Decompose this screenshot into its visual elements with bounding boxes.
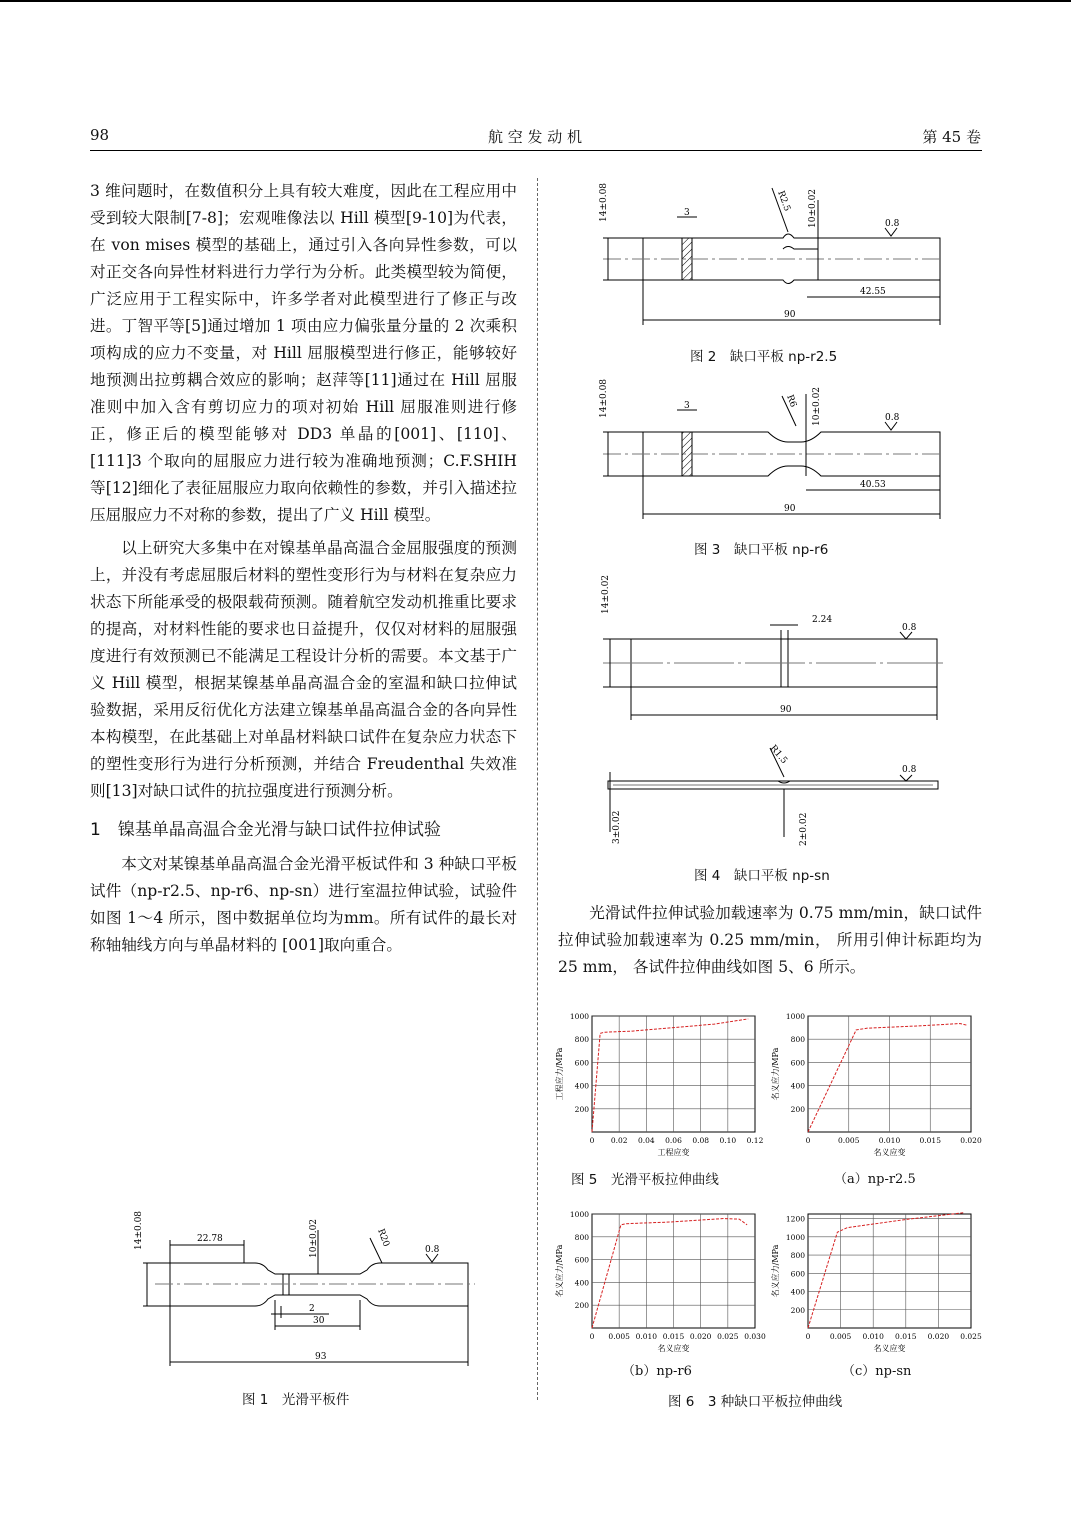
y-tick-label: 600 <box>574 1058 589 1068</box>
y-tick-label: 1000 <box>569 1012 589 1021</box>
top-rule <box>0 0 1071 2</box>
fig4-radius: R1.5 <box>767 743 789 767</box>
series-line <box>808 1213 964 1328</box>
body-paragraph: 3 维问题时，在数值积分上具有较大难度，因此在工程应用中受到较大限制[7-8]；宏观唯像法以 Hill 模型[9-10]为代表，在 von mises 模型的基础上，通过引入各向异性参数，可以对正交各向异性材料进行力学行为分析。此类模型较为简便，广泛应用于工程实际中，许多学者对此模型进行了修正与改进。丁智平等[5]通过增加 1 项由应力偏张量分量的 2 次乘积项构成的应力不变量，对 Hill 屈服模型进行修正，能够较好地预测出拉剪耦合效应的影响；赵萍等[11]通过在 Hill 屈服准则中加入含有剪切应力的项对初始 Hill 屈服准则进行修正，修正后的模型能够对 DD3 单晶的[001]、[110]、[111]3 个取向的屈服应力进行较为准确地预测；C.F.SHIH 等[12]细化了表征屈服应力取向依赖性的参数，并引入描述拉压屈服应力不对称的参数，提出了广义 Hill 模型。 <box>90 182 517 524</box>
y-tick-label: 1000 <box>569 1210 589 1219</box>
fig2-radius: R2.5 <box>775 189 792 213</box>
fig4-h-dim: 14±0.02 <box>601 574 611 614</box>
fig2-total: 90 <box>784 310 796 320</box>
x-tick-label: 0.015 <box>895 1332 917 1341</box>
fig3-total: 90 <box>784 504 796 514</box>
fig1-w-dim: 10±0.02 <box>309 1218 319 1258</box>
x-tick-label: 0.12 <box>746 1136 764 1145</box>
x-axis-label: 名义应变 <box>657 1344 690 1353</box>
figure-6a-chart <box>768 1010 983 1160</box>
figure-1-drawing <box>135 1210 495 1380</box>
fig2-rough: 0.8 <box>885 219 900 229</box>
figure-5-caption: 图 5 光滑平板拉伸曲线 <box>571 1172 719 1188</box>
x-tick-label: 0 <box>805 1136 811 1145</box>
fig2-right: 42.55 <box>860 287 886 297</box>
fig2-h-dim: 14±0.08 <box>599 182 609 222</box>
figure-4-drawing <box>598 572 948 852</box>
figure-6a-label: （a）np-r2.5 <box>834 1172 916 1187</box>
x-axis-label: 名义应变 <box>873 1148 906 1157</box>
y-tick-label: 400 <box>574 1081 589 1091</box>
fig3-slot: 3 <box>684 401 690 411</box>
y-tick-label: 800 <box>790 1251 805 1261</box>
x-tick-label: 0.04 <box>637 1136 655 1145</box>
journal-title: 航 空 发 动 机 <box>487 128 583 146</box>
fig1-total: 93 <box>315 1352 327 1362</box>
figure-3-caption: 图 3 缺口平板 np-r6 <box>694 542 829 558</box>
plot-frame <box>808 1214 971 1328</box>
fig1-rough: 0.8 <box>425 1245 440 1255</box>
x-tick-label: 0.015 <box>662 1332 685 1341</box>
figure-3-drawing <box>598 376 948 526</box>
x-tick-label: 0.010 <box>878 1136 901 1145</box>
fig4-rough2: 0.8 <box>902 765 917 775</box>
fig3-right: 40.53 <box>860 480 886 490</box>
y-axis-label: 名义应力/MPa <box>555 1244 564 1298</box>
y-tick-label: 400 <box>790 1287 805 1297</box>
x-tick-label: 0 <box>589 1136 595 1145</box>
fig1-gauge: 2 <box>309 1304 315 1314</box>
x-tick-label: 0.020 <box>960 1136 982 1145</box>
y-tick-label: 200 <box>574 1104 589 1114</box>
figure-4-caption: 图 4 缺口平板 np-sn <box>694 868 830 884</box>
left-column <box>90 178 517 959</box>
fig4-slot: 2.24 <box>812 615 833 625</box>
x-axis-label: 工程应变 <box>657 1148 690 1157</box>
x-tick-label: 0.10 <box>719 1136 737 1145</box>
x-tick-label: 0 <box>589 1332 595 1341</box>
fig4-total: 90 <box>780 705 792 715</box>
x-tick-label: 0.08 <box>692 1136 710 1145</box>
x-tick-label: 0.02 <box>610 1136 628 1145</box>
y-tick-label: 1000 <box>785 1012 805 1021</box>
fig4-thick2: 2±0.02 <box>799 812 809 846</box>
fig4-rough: 0.8 <box>902 623 917 633</box>
x-tick-label: 0.06 <box>665 1136 682 1145</box>
fig3-w-dim: 10±0.02 <box>812 386 822 426</box>
series-line <box>592 1019 748 1132</box>
fig4-thick: 3±0.02 <box>612 810 622 844</box>
y-tick-label: 800 <box>574 1232 589 1242</box>
y-tick-label: 600 <box>790 1269 805 1279</box>
y-axis-label: 工程应力/MPa <box>555 1047 564 1101</box>
figure-6b-label: （b）np-r6 <box>622 1364 692 1379</box>
figure-2-caption: 图 2 缺口平板 np-r2.5 <box>690 349 838 365</box>
y-tick-label: 1200 <box>785 1214 805 1224</box>
x-tick-label: 0.005 <box>608 1332 630 1341</box>
fig3-h-dim: 14±0.08 <box>599 378 609 418</box>
x-tick-label: 0.030 <box>744 1332 766 1341</box>
y-tick-label: 400 <box>790 1081 805 1091</box>
x-tick-label: 0.005 <box>838 1136 860 1145</box>
fig2-slot: 3 <box>684 208 690 218</box>
y-tick-label: 800 <box>790 1035 805 1045</box>
x-tick-label: 0.020 <box>927 1332 950 1341</box>
x-tick-label: 0.015 <box>919 1136 941 1145</box>
fig3-rough: 0.8 <box>885 413 900 423</box>
series-line <box>592 1219 747 1328</box>
x-tick-label: 0.025 <box>960 1332 982 1341</box>
figure-6c-chart <box>768 1208 983 1356</box>
y-tick-label: 200 <box>790 1104 805 1114</box>
body-paragraph: 光滑试件拉伸试验加载速率为 0.75 mm/min，缺口试件拉伸试验加载速率为 0.25 mm/min， 所用引伸计标距均为 25 mm， 各试件拉伸曲线如图 5、6 所示。 <box>558 904 982 976</box>
fig1-h-dim: 14±0.08 <box>134 1210 144 1250</box>
x-tick-label: 0.010 <box>862 1332 884 1341</box>
header-rule <box>90 150 982 151</box>
fig2-w-dim: 10±0.02 <box>808 188 818 228</box>
figure-6-caption: 图 6 3 种缺口平板拉伸曲线 <box>668 1394 843 1410</box>
series-line <box>808 1024 967 1132</box>
figure-5-chart <box>552 1010 767 1160</box>
figure-6c-label: （c）np-sn <box>842 1364 912 1379</box>
y-tick-label: 200 <box>574 1301 589 1311</box>
figure-6b-chart <box>552 1208 767 1356</box>
x-tick-label: 0 <box>805 1332 811 1341</box>
y-axis-label: 名义应力/MPa <box>771 1244 780 1298</box>
x-tick-label: 0.025 <box>717 1332 739 1341</box>
y-axis-label: 名义应力/MPa <box>771 1047 780 1101</box>
volume-label: 第 45 卷 <box>922 128 981 146</box>
column-separator <box>537 178 538 1400</box>
fig3-radius: R6 <box>784 393 798 409</box>
x-tick-label: 0.010 <box>635 1332 658 1341</box>
fig1-left-dim: 22.78 <box>197 1234 223 1244</box>
figure-2-drawing <box>598 180 948 330</box>
page-number: 98 <box>90 126 110 144</box>
right-column <box>558 900 982 981</box>
y-tick-label: 400 <box>574 1278 589 1288</box>
y-tick-label: 600 <box>574 1255 589 1265</box>
fig1-mid: 30 <box>313 1316 325 1326</box>
x-axis-label: 名义应变 <box>873 1344 906 1353</box>
y-tick-label: 600 <box>790 1058 805 1068</box>
y-tick-label: 1000 <box>785 1232 805 1242</box>
x-tick-label: 0.005 <box>829 1332 852 1341</box>
x-tick-label: 0.020 <box>689 1332 712 1341</box>
figure-1-caption: 图 1 光滑平板件 <box>242 1392 350 1408</box>
fig1-radius: R20 <box>375 1227 391 1249</box>
body-paragraph: 以上研究大多集中在对镍基单晶高温合金屈服强度的预测上，并没有考虑屈服后材料的塑性变形行为与材料在复杂应力状态下所能承受的极限载荷预测。随着航空发动机推重比要求的提高，对材料性能的要求也日益提升，仅仅对材料的屈服强度进行有效预测已不能满足工程设计分析的需要。本文基于广义 Hill 模型，根据某镍基单晶高温合金的室温和缺口拉伸试验数据，采用反衍优化方法建立镍基单晶高温合金的各向异性本构模型，在此基础上对单晶材料缺口试件在复杂应力状态下的塑性变形行为进行分析预测，并结合 Freudenthal 失效准则[13]对缺口试件的抗拉强度进行预测分析。 <box>90 539 517 800</box>
section-heading: 1 镍基单晶高温合金光滑与缺口试件拉伸试验 <box>90 820 441 840</box>
body-paragraph: 本文对某镍基单晶高温合金光滑平板试件和 3 种缺口平板试件（np-r2.5、np-r6、np-sn）进行室温拉伸试验，试验件如图 1～4 所示，图中数据单位均为mm。所有试件的最长对称轴轴线方向与单晶材料的 [001]取向重合。 <box>90 855 517 954</box>
y-tick-label: 800 <box>574 1035 589 1045</box>
y-tick-label: 200 <box>790 1305 805 1315</box>
